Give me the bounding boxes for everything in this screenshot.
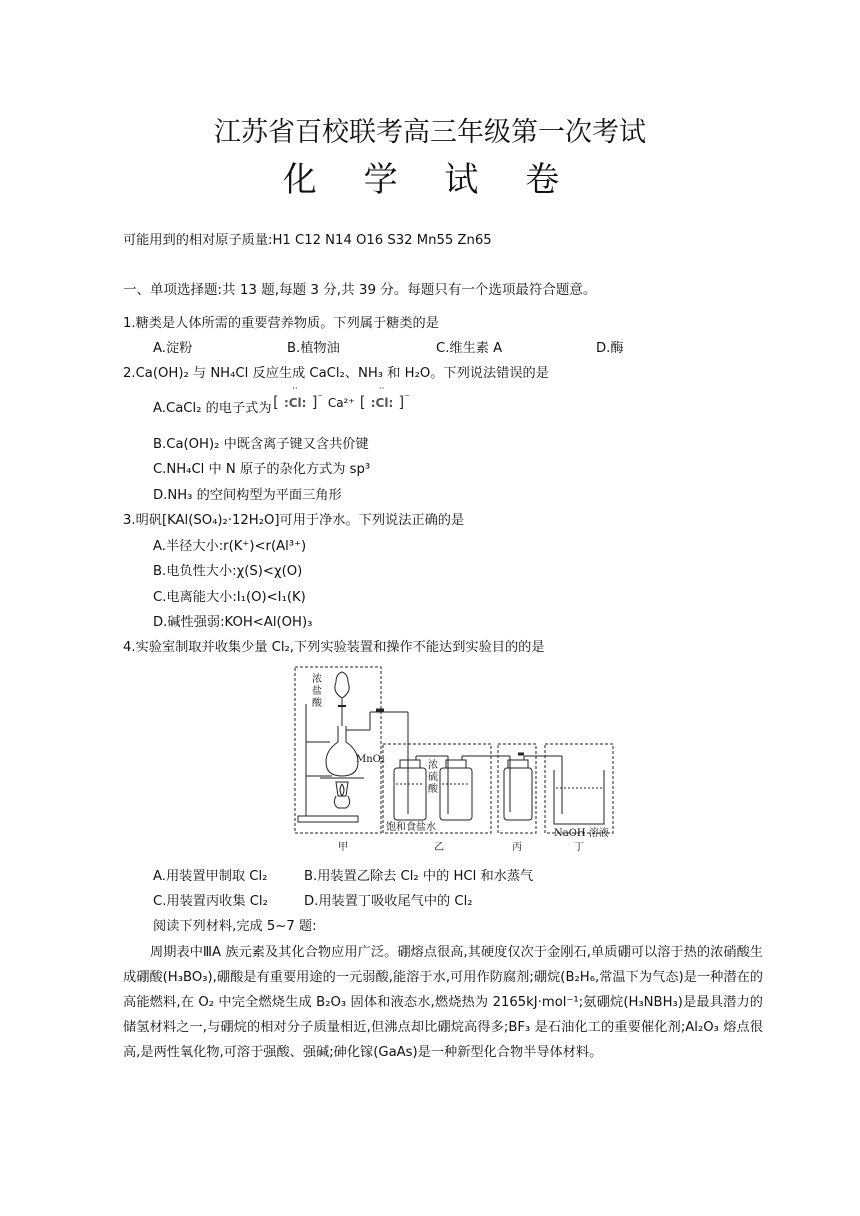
q1-option-d: D.酶	[596, 341, 624, 356]
ca-ion: Ca²⁺	[327, 396, 355, 410]
cacl2-electron-formula: [ ·· :Cl: ]⁻ Ca²⁺ [ ·· :Cl: ]⁻	[273, 384, 410, 411]
caption-jia: 甲	[338, 842, 348, 853]
cl-left: :Cl:	[283, 396, 307, 410]
q4-stem: 4.实验室制取并收集少量 Cl₂,下列实验装置和操作不能达到实验目的的是	[123, 640, 545, 655]
reading-intro: 阅读下列材料,完成 5~7 题:	[153, 919, 317, 934]
chlorine-apparatus-figure	[292, 664, 614, 858]
q2-stem: 2.Ca(OH)₂ 与 NH₄Cl 反应生成 CaCl₂、NH₃ 和 H₂O。下列说法错误的是	[123, 366, 549, 381]
q3-option-b: B.电负性大小:χ(S)<χ(O)	[153, 564, 303, 579]
q2-option-c: C.NH₄Cl 中 N 原子的杂化方式为 sp³	[153, 462, 371, 477]
electron-dots-top: ··	[291, 384, 298, 394]
q3-option-c: C.电离能大小:I₁(O)<I₁(K)	[153, 590, 306, 605]
q4-option-c: C.用装置丙收集 Cl₂	[153, 894, 268, 909]
q2-option-a: A.CaCl₂ 的电子式为	[153, 401, 272, 416]
minus-sign-left: ⁻	[317, 393, 323, 404]
label-conc-hcl-2: 盐	[312, 686, 322, 697]
exam-title: 江苏省百校联考高三年级第一次考试	[214, 117, 646, 148]
q1-option-a: A.淀粉	[153, 341, 193, 356]
label-naoh: NaOH 溶液	[554, 828, 609, 839]
q2-option-b: B.Ca(OH)₂ 中既含离子键又含共价键	[153, 437, 369, 452]
q3-option-d: D.碱性强弱:KOH<Al(OH)₃	[153, 615, 313, 630]
label-brine: 饱和食盐水	[386, 822, 436, 833]
section-heading: 一、单项选择题:共 13 题,每题 3 分,共 39 分。每题只有一个选项最符合题意。	[123, 282, 597, 298]
q3-option-a: A.半径大小:r(K⁺)<r(Al³⁺)	[153, 539, 307, 554]
q4-option-b: B.用装置乙除去 Cl₂ 中的 HCl 和水蒸气	[304, 869, 534, 884]
caption-ding: 丁	[574, 842, 584, 853]
label-conc-h2so4-1: 浓	[428, 760, 438, 771]
label-conc-h2so4-2: 硫	[428, 772, 438, 783]
device-ding-box	[545, 744, 613, 833]
q4-option-d: D.用装置丁吸收尾气中的 Cl₂	[304, 894, 473, 909]
exam-subject-title: 化 学 试 卷	[282, 160, 578, 200]
label-conc-hcl-3: 酸	[312, 698, 322, 709]
label-conc-h2so4-3: 酸	[428, 784, 438, 795]
figure-labels	[312, 672, 609, 853]
q1-stem: 1.糖类是人体所需的重要营养物质。下列属于糖类的是	[123, 316, 439, 331]
caption-bing: 丙	[512, 842, 522, 853]
cl-right: :Cl:	[370, 396, 394, 410]
q3-stem: 3.明矾[KAl(SO₄)₂·12H₂O]可用于净水。下列说法正确的是	[123, 513, 465, 528]
reading-passage: 周期表中ⅢA 族元素及其化合物应用广泛。硼熔点很高,其硬度仅次于金刚石,单质硼可以溶于热的浓硝酸生成硼酸(H₃BO₃),硼酸是有重要用途的一元弱酸,能溶于水,可用作防腐剂;硼烷(B₂H₆,常温下为气态)是一种潜在的高能燃料,在 O₂ 中完全燃烧生成 B₂O₃ 固体和液态水,燃烧热为 2165kJ·mol⁻¹;氨硼烷(H₃NBH₃)是最具潜力的储氢材料之一,与硼烷的相对分子质量相近,但沸点却比硼烷高得多;BF₃ 是石油化工的重要催化剂;Al₂O₃ 熔点很高,是两性氧化物,可溶于强酸、强碱;砷化镓(GaAs)是一种新型化合物半导体材料。	[123, 945, 763, 1060]
electron-dots-top-2: ··	[378, 384, 385, 394]
label-mno2: MnO₂	[356, 754, 385, 765]
q1-option-c: C.维生素 A	[436, 341, 503, 356]
q2-option-d: D.NH₃ 的空间构型为平面三角形	[153, 488, 342, 503]
q4-option-a: A.用装置甲制取 Cl₂	[153, 869, 268, 884]
atomic-masses-line: 可能用到的相对原子质量:H1 C12 N14 O16 S32 Mn55 Zn65	[123, 233, 492, 248]
minus-sign-right: ⁻	[404, 393, 410, 404]
q1-option-b: B.植物油	[287, 341, 340, 356]
caption-yi: 乙	[434, 842, 444, 853]
label-conc-hcl-1: 浓	[312, 674, 322, 685]
